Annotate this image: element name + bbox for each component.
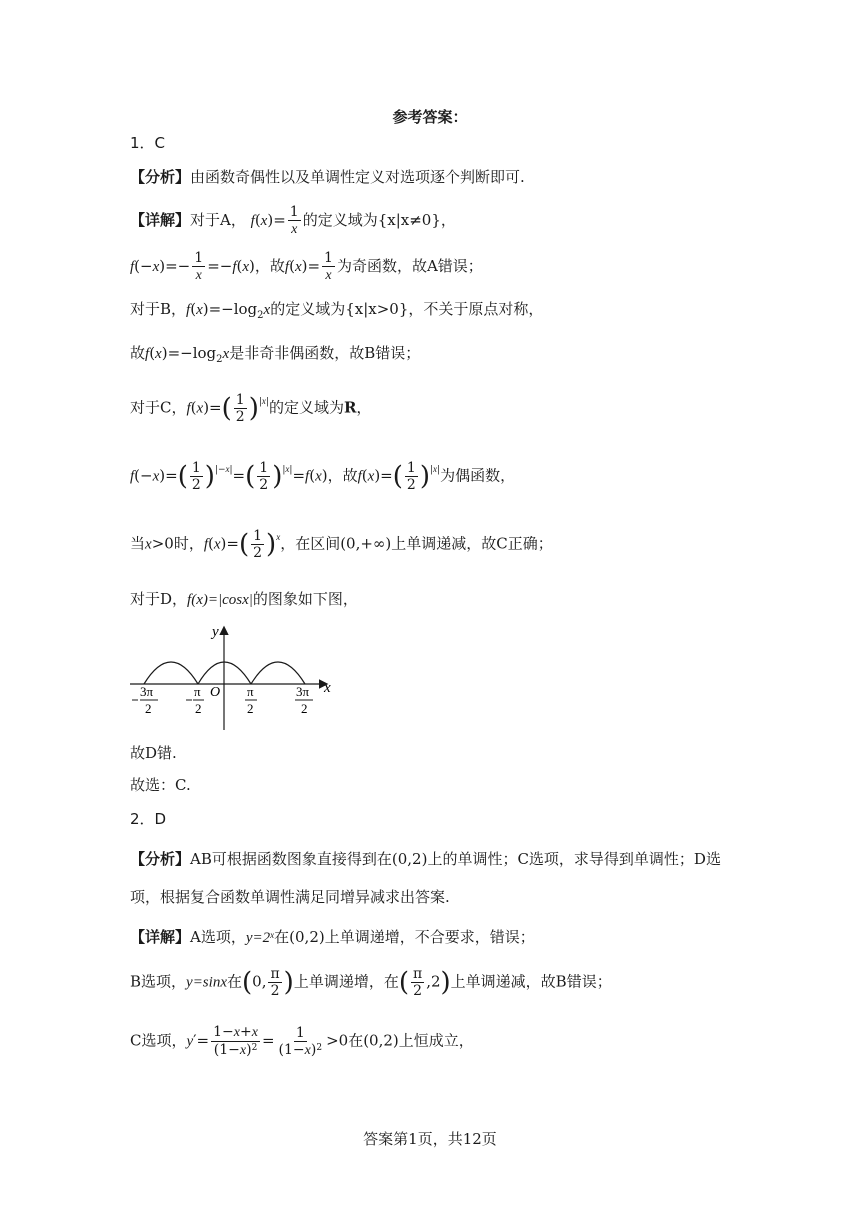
a-exponent: x — [270, 930, 275, 940]
q1-detail-d — [130, 588, 358, 611]
tick-neg-pi-2 — [186, 684, 204, 716]
option-d-prefix: 对于D， — [130, 590, 188, 608]
arch-right — [251, 662, 305, 684]
detail-tag: 【详解】 — [130, 211, 191, 229]
tick-3pi-2 — [295, 684, 313, 716]
a-conclusion: 上单调递增，不合要求，错误； — [324, 928, 535, 946]
b-function: y=sinx — [186, 974, 227, 991]
q2-detail-c: C选项，y′= $\frac{1-x+x}{(1-x)^2}$ = $\frac{1}{(1-x)^2}$ >0在(0,2)上恒成立， — [130, 1024, 474, 1058]
q1-detail-a2: f(−x)=− $\frac{1}{x}$ =−f(x)，故f(x)= $\frac{1}{x}$ 为奇函数，故A错误； — [130, 250, 483, 283]
c3-cond: 时， — [173, 534, 204, 553]
a2-conclusion: 为奇函数，故A错误； — [336, 257, 483, 275]
option-c-prefix: C选项， — [130, 1031, 187, 1050]
domain-text: 的定义域为 — [270, 300, 346, 318]
q2-answer: 2．D — [130, 810, 167, 828]
option-a-prefix: 对于A， — [190, 211, 246, 229]
svg-text:2: 2 — [301, 701, 308, 716]
q1-analysis — [130, 166, 525, 188]
domain-set: {x|x≠0}， — [377, 211, 456, 229]
b-mid: 上单调递增，在 — [293, 972, 399, 991]
svg-text:2: 2 — [247, 701, 254, 716]
c3-conclusion: 上单调递减，故C正确； — [391, 534, 553, 553]
page-title: 参考答案： — [392, 108, 468, 126]
interval: (0,2) — [391, 850, 428, 868]
comma: ， — [356, 398, 372, 417]
c-conclusion: 在(0,2)上恒成立， — [348, 1031, 474, 1050]
q1-detail-c2: f(−x)=( $\frac{1}{2}$ )$^{|-x|}$=( $\frac{1}{2}$ )$^{|x|}$=f(x)，故f(x)=( $\frac{1}{2}$ )$^{|x|}$为偶函数， — [130, 460, 516, 493]
domain-text: 的定义域为 — [302, 211, 378, 229]
analysis-text: 由函数奇偶性以及单调性定义对选项逐个判断即可. — [190, 168, 525, 186]
domain-text: 的定义域为 — [268, 398, 344, 417]
q1-detail-b2: 故$f(x)=-\log_2x$是非奇非偶函数，故B错误； — [130, 344, 421, 365]
c2-text: ，故 — [327, 466, 358, 485]
arch-left — [144, 662, 198, 684]
svg-text:π: π — [194, 684, 201, 699]
q2-analysis-2: 项，根据复合函数单调性满足同增异减求出答案. — [130, 888, 450, 906]
page-footer: 答案第1页，共12页 — [363, 1130, 497, 1148]
q1-detail-c3: 当x>0时，f(x)=( $\frac{1}{2}$ )$^x$，在区间(0,+∞)上单调递减，故C正确； — [130, 528, 553, 561]
c3-prefix: 当 — [130, 534, 146, 553]
d-tail: 的图象如下图， — [252, 590, 358, 608]
b2-prefix: 故 — [130, 344, 146, 362]
q1-choice: 故选：C. — [130, 776, 191, 794]
analysis-tag: 【分析】 — [130, 850, 191, 868]
svg-text:π: π — [247, 684, 254, 699]
a-in: 在 — [274, 928, 290, 946]
x-label: x — [324, 680, 331, 696]
cos-abs-graph — [126, 620, 346, 732]
interval: (0,+∞) — [340, 534, 392, 553]
detail-tag: 【详解】 — [130, 928, 191, 946]
svg-text:2: 2 — [195, 701, 202, 716]
c3-mid: ，在区间 — [280, 534, 341, 553]
analysis-tag: 【分析】 — [130, 168, 191, 186]
tick-pi-2 — [245, 684, 257, 716]
option-c-prefix: 对于C， — [130, 398, 187, 417]
tick-neg-3pi-2 — [132, 684, 158, 716]
q1-detail-c: 对于C，f(x)=( $\frac{1}{2}$ )$^{|x|}$的定义域为R， — [130, 392, 372, 425]
q1-detail-a: 【详解】对于A， f(x)= $\frac{1}{x}$ 的定义域为{x|x≠0}， — [130, 204, 456, 237]
real-set: R — [343, 398, 357, 417]
analysis-text: AB可根据函数图象直接得到在 — [190, 850, 392, 868]
option-a-prefix: A选项， — [190, 928, 246, 946]
b-tail: ，不关于原点对称， — [408, 300, 544, 318]
b2-conclusion: 是非奇非偶函数，故B错误； — [229, 344, 421, 362]
b-in: 在 — [226, 972, 242, 991]
b-conclusion: 上单调递减，故B错误； — [450, 972, 612, 991]
a2-text: ，故 — [254, 257, 285, 275]
svg-text:3π: 3π — [296, 684, 310, 699]
q1-d-conclusion: 故D错. — [130, 744, 177, 762]
c2-conclusion: 为偶函数， — [440, 466, 516, 485]
d-function: f(x)=|cosx| — [187, 592, 253, 608]
a-function: y=2 — [245, 930, 271, 946]
svg-text:3π: 3π — [140, 684, 154, 699]
option-b-prefix: 对于B， — [130, 300, 187, 318]
domain-set: {x|x>0} — [345, 300, 409, 318]
q1-detail-b: 对于B，$f(x)=-\log_2x$的定义域为{x|x>0}，不关于原点对称， — [130, 300, 544, 321]
option-b-prefix: B选项， — [130, 972, 187, 991]
q2-analysis-1 — [130, 848, 721, 870]
origin-label: O — [210, 685, 221, 700]
q2-detail-a: 【详解】A选项，$y=2^x$在(0,2)上单调递增，不合要求，错误； — [130, 928, 535, 946]
svg-text:2: 2 — [145, 701, 152, 716]
y-label: y — [212, 624, 219, 640]
q1-answer: 1．C — [130, 134, 166, 152]
q2-detail-b: B选项，y=sinx在(0, $\frac{\pi}{2}$ )上单调递增，在( $\frac{\pi}{2}$ ,2)上单调递减，故B错误； — [130, 966, 612, 999]
analysis-text-b: 上的单调性；C选项，求导得到单调性；D选 — [427, 850, 721, 868]
